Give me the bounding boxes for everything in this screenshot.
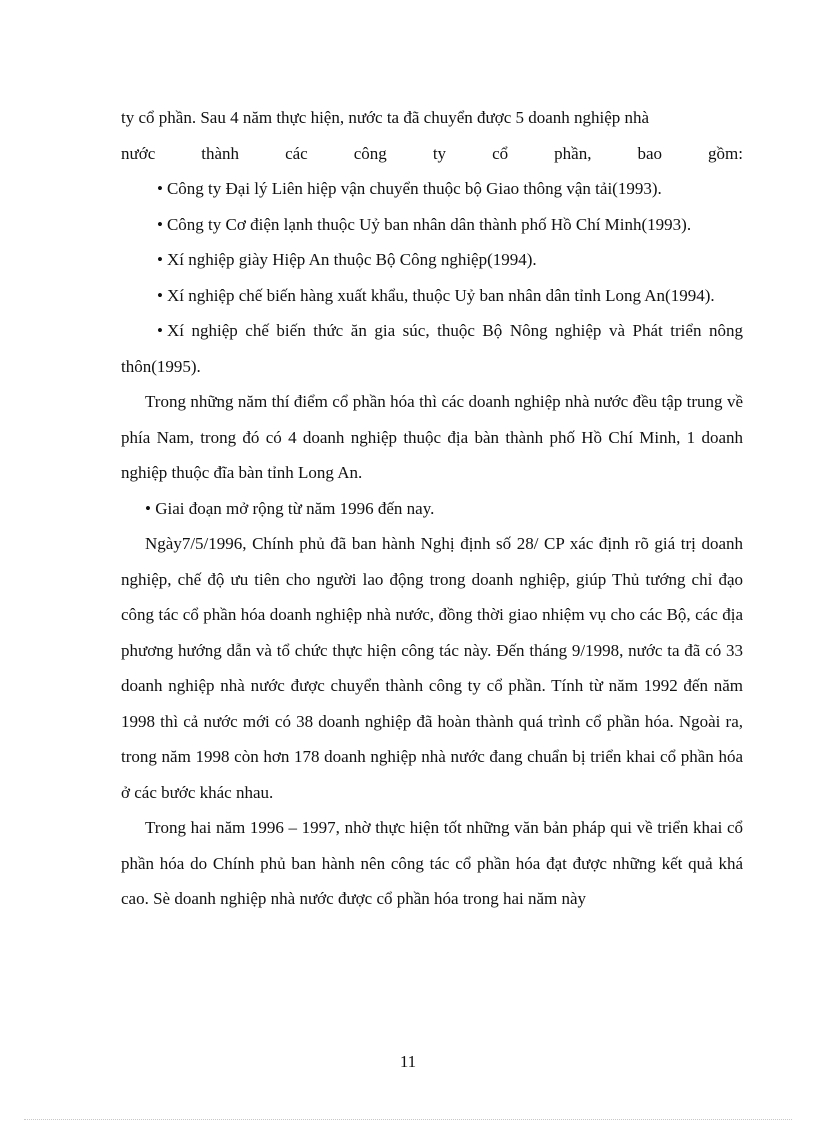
list-item: [121, 242, 743, 278]
paragraph-results: Trong hai năm 1996 – 1997, nhờ thực hiện tốt những văn bản pháp qui về triển khai cổ phần hóa do Chính phủ ban hành nên công tác cổ phần hóa đạt được những kết quả khá cao. Sè doanh nghiệp nhà nước được cổ phần hóa trong hai năm này: [121, 818, 743, 908]
stage-heading-text: Giai đoạn mở rộng từ năm 1996 đến nay.: [155, 498, 435, 518]
list-item-text: Công ty Cơ điện lạnh thuộc Uỷ ban nhân dân thành phố Hồ Chí Minh(1993).: [166, 214, 692, 234]
list-item-text: Xí nghiệp chế biến thức ăn gia súc, thuộc Bộ Nông nghiệp và Phát triển nông thôn(1995).: [121, 321, 743, 376]
bullet-icon: •: [157, 179, 163, 198]
list-item: [121, 207, 743, 243]
list-item: [121, 278, 743, 314]
list-item-text: Xí nghiệp chế biến hàng xuất khẩu, thuộc Uỷ ban nhân dân tỉnh Long An(1994).: [166, 285, 715, 305]
paragraph-line-2: nước thành các công ty cổ phần, bao gồm:: [121, 143, 743, 163]
paragraph-line-1: ty cổ phần. Sau 4 năm thực hiện, nước ta đã chuyển được 5 doanh nghiệp nhà: [121, 108, 650, 127]
page-number: 11: [399, 1052, 417, 1071]
document-body: [121, 100, 743, 917]
page-divider: [24, 1119, 792, 1120]
bullet-icon: •: [157, 250, 163, 269]
list-item-text: Xí nghiệp giày Hiệp An thuộc Bộ Công nghiệp(1994).: [166, 250, 537, 269]
paragraph-pilot: Trong những năm thí điểm cổ phần hóa thì các doanh nghiệp nhà nước đều tập trung về phía Nam, trong đó có 4 doanh nghiệp thuộc địa bàn thành phố Hồ Chí Minh, 1 doanh nghiệp thuộc đĩa bàn tỉnh Long An.: [121, 392, 743, 482]
bullet-icon: •: [157, 321, 163, 340]
bullet-icon: •: [157, 214, 163, 234]
stage-heading: [121, 491, 743, 527]
list-item: [121, 313, 743, 384]
bullet-icon: •: [145, 498, 151, 518]
list-item-text: Công ty Đại lý Liên hiệp vận chuyển thuộc bộ Giao thông vận tải(1993).: [166, 179, 662, 198]
paragraph-decree: Ngày7/5/1996, Chính phủ đã ban hành Nghị định số 28/ CP xác định rõ giá trị doanh nghiệp, chế độ ưu tiên cho người lao động trong doanh nghiệp, giúp Thủ tướng chỉ đạo công tác cổ phần hóa doanh nghiệp nhà nước, đồng thời giao nhiệm vụ cho các Bộ, các địa phương hướng dẫn và tổ chức thực hiện công tác này. Đến tháng 9/1998, nước ta đã có 33 doanh nghiệp nhà nước được chuyển thành công ty cổ phần. Tính từ năm 1992 đến năm 1998 thì cả nước mới có 38 doanh nghiệp đã hoàn thành quá trình cổ phần hóa. Ngoài ra, trong năm 1998 còn hơn 178 doanh nghiệp nhà nước đang chuẩn bị triển khai cổ phần hóa ở các bước khác nhau.: [121, 534, 743, 802]
list-item: [121, 171, 743, 207]
bullet-icon: •: [157, 285, 163, 305]
